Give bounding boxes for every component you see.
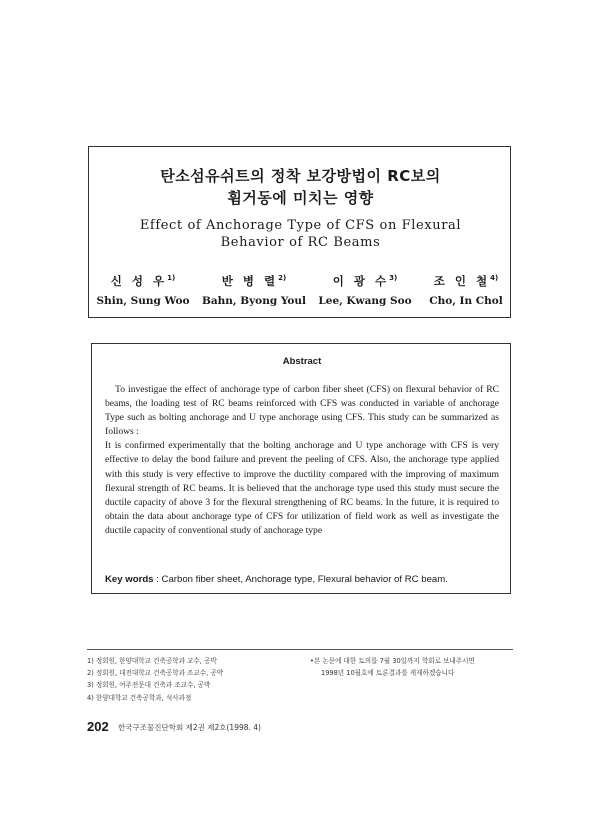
english-title-line1: Effect of Anchorage Type of CFS on Flexural <box>139 218 462 233</box>
author-english-name: Cho, In Chol <box>429 295 503 307</box>
author-english-name: Shin, Sung Woo <box>96 295 190 307</box>
author-mark: 1) <box>167 274 176 283</box>
footnotes <box>87 655 223 704</box>
abstract-body <box>105 383 499 538</box>
korean-title-line1: 탄소섬유쉬트의 정착 보강방법이 RC보의 <box>160 167 441 185</box>
footnote-3: 3) 정회원, 여주전문대 건축과 조교수, 공박 <box>87 681 211 690</box>
author-english-name: Bahn, Byong Youl <box>201 295 307 307</box>
author-3 <box>310 273 420 307</box>
footnote-divider <box>87 649 513 650</box>
footnote-4: 4) 한양대학교 건축공학과, 석사과정 <box>87 693 192 702</box>
abstract-heading: Abstract <box>282 356 322 367</box>
page-number: 202 <box>87 719 109 734</box>
discussion-notice <box>310 655 475 679</box>
author-2 <box>199 273 309 307</box>
title-block <box>88 146 511 318</box>
author-mark: 2) <box>278 274 287 283</box>
footnote-2: 2) 정회원, 대전대학교 건축공학과 조교수, 공박 <box>87 669 224 678</box>
abstract-paragraph-1: To investigae the effect of anchorage type of carbon fiber sheet (CFS) on flexural behavior of RC beams, the loading test of RC beams reinforced with CFS was conducted in variable of anchorage Type such as bolting anchorage and U type anchorage using CFS. This study can be summarized as follows : <box>105 384 499 438</box>
author-mark: 4) <box>490 274 499 283</box>
keywords-label: Key words <box>105 574 154 585</box>
abstract-paragraph-2: It is confirmed experimentally that the bolting anchorage and U type anchorage with CFS is very effective to delay the bond failure and prevent the peeling of CFS. Also, the anchorage type applied with this study is very effective to improve the ductility compared with the improving of maximum flexural strength of RC beams. It is believed that the anchorage type used this study must secure the ductile capacity of above 3 for the flexural strengthening of RC beams. In the future, it is required to obtain the data about anchorage type of CFS for utilization of field work as well as investigate the ductile capacity of conventional study of anchorage type <box>105 440 499 536</box>
author-korean-name: 반 병 렬 <box>221 274 279 288</box>
korean-title-line2: 휨거동에 미치는 영향 <box>227 189 374 207</box>
author-korean-name: 조 인 철 <box>433 274 491 288</box>
footnote-1: 1) 정회원, 한양대학교 건축공학과 교수, 공박 <box>87 657 217 665</box>
author-4 <box>411 273 521 307</box>
notice-line-2: 1998년 10월호에 토론결과를 게재하겠습니다 <box>321 669 455 678</box>
english-title-line2: Behavior of RC Beams <box>220 235 381 250</box>
author-korean-name: 이 광 수 <box>332 274 390 288</box>
keywords <box>105 574 505 585</box>
notice-line-1: •본 논문에 대한 토의를 7월 30일까지 학회로 보내주시면 <box>310 657 475 665</box>
abstract-box <box>91 343 511 594</box>
keywords-text: : Carbon fiber sheet, Anchorage type, Flexural behavior of RC beam. <box>156 574 448 585</box>
author-english-name: Lee, Kwang Soo <box>318 295 412 307</box>
author-mark: 3) <box>389 274 398 283</box>
author-korean-name: 신 성 우 <box>110 274 168 288</box>
journal-info: 한국구조물진단학회 제2권 제2호(1998. 4) <box>118 723 261 732</box>
author-1 <box>88 273 198 307</box>
